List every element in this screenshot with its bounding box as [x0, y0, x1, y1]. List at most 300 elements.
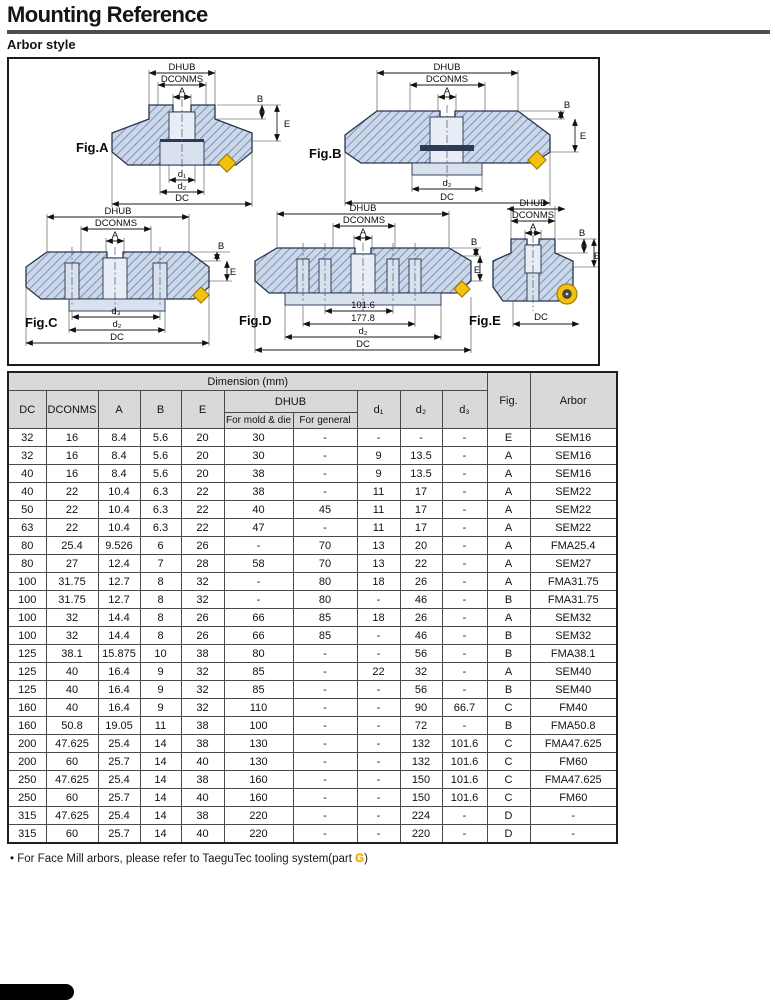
table-cell: 6.3: [140, 501, 181, 519]
table-cell: 8: [140, 609, 181, 627]
table-cell: SEM27: [530, 555, 617, 573]
arbor-figures-panel: [7, 57, 600, 366]
table-cell: SEM32: [530, 627, 617, 645]
table-cell: B: [487, 591, 530, 609]
figure-a-label: Fig.A: [76, 140, 109, 155]
table-cell: -: [293, 645, 357, 663]
table-row: [8, 753, 617, 771]
dim-label-dconms: DCONMS: [160, 74, 204, 85]
table-cell: A: [487, 537, 530, 555]
table-cell: 14: [140, 753, 181, 771]
table-cell: -: [442, 465, 487, 483]
table-row: [8, 609, 617, 627]
table-cell: FM40: [530, 699, 617, 717]
table-cell: FM60: [530, 789, 617, 807]
table-cell: 9.526: [98, 537, 140, 555]
dim-label-dconms: DCONMS: [342, 215, 386, 226]
table-cell: 220: [224, 825, 293, 844]
table-cell: 8.4: [98, 465, 140, 483]
table-cell: 14.4: [98, 627, 140, 645]
table-row: [8, 681, 617, 699]
table-row: [8, 447, 617, 465]
table-cell: 14: [140, 825, 181, 844]
table-cell: -: [293, 807, 357, 825]
table-cell: -: [400, 429, 442, 447]
table-cell: 315: [8, 807, 46, 825]
table-cell: 125: [8, 681, 46, 699]
table-cell: 85: [293, 627, 357, 645]
table-cell: FMA47.625: [530, 771, 617, 789]
table-cell: 150: [400, 771, 442, 789]
table-cell: 8: [140, 591, 181, 609]
table-cell: 5.6: [140, 465, 181, 483]
table-cell: 25.4: [98, 807, 140, 825]
table-cell: 12.4: [98, 555, 140, 573]
table-cell: 16.4: [98, 699, 140, 717]
table-cell: -: [293, 681, 357, 699]
table-cell: 38: [181, 645, 224, 663]
table-row: [8, 699, 617, 717]
table-cell: -: [442, 717, 487, 735]
table-cell: 125: [8, 663, 46, 681]
table-cell: 32: [46, 627, 98, 645]
table-cell: FMA38.1: [530, 645, 617, 663]
table-cell: 20: [181, 465, 224, 483]
dim-label-dhub: DHUB: [519, 198, 547, 209]
table-cell: 9: [357, 465, 400, 483]
table-row: [8, 771, 617, 789]
table-cell: FM60: [530, 753, 617, 771]
dim-label-dhub: DHUB: [168, 62, 196, 73]
table-cell: 100: [224, 717, 293, 735]
dim-label-a: A: [111, 230, 119, 241]
table-cell: FMA31.75: [530, 591, 617, 609]
table-cell: SEM32: [530, 609, 617, 627]
table-cell: FMA50.8: [530, 717, 617, 735]
table-cell: SEM16: [530, 465, 617, 483]
table-cell: 20: [400, 537, 442, 555]
table-cell: -: [293, 465, 357, 483]
table-row: [8, 573, 617, 591]
table-cell: 6.3: [140, 483, 181, 501]
table-cell: -: [357, 825, 400, 844]
table-cell: 13.5: [400, 465, 442, 483]
footnote-bullet: •: [10, 853, 15, 865]
table-cell: 5.6: [140, 429, 181, 447]
table-cell: -: [357, 789, 400, 807]
dim-label-v2: 177.8: [351, 313, 375, 324]
table-cell: 100: [8, 591, 46, 609]
table-cell: SEM40: [530, 663, 617, 681]
table-cell: 13: [357, 537, 400, 555]
table-cell: 8.4: [98, 447, 140, 465]
table-cell: 125: [8, 645, 46, 663]
table-cell: A: [487, 555, 530, 573]
table-cell: -: [357, 681, 400, 699]
table-cell: -: [357, 717, 400, 735]
column-header-dconms: DCONMS: [46, 391, 98, 429]
table-cell: -: [293, 771, 357, 789]
figure-b-drawing: [305, 61, 590, 213]
table-cell: -: [442, 681, 487, 699]
figure-a-drawing: [57, 61, 302, 213]
table-cell: -: [442, 825, 487, 844]
table-cell: 22: [46, 519, 98, 537]
table-cell: 32: [181, 699, 224, 717]
table-row: [8, 807, 617, 825]
table-cell: -: [442, 483, 487, 501]
table-cell: 150: [400, 789, 442, 807]
table-cell: 40: [46, 681, 98, 699]
table-cell: 32: [181, 591, 224, 609]
dim-label-dhub: DHUB: [433, 62, 461, 73]
table-cell: 32: [400, 663, 442, 681]
dimension-table: [7, 371, 618, 844]
table-cell: 30: [224, 429, 293, 447]
table-cell: 250: [8, 789, 46, 807]
table-cell: 101.6: [442, 753, 487, 771]
dimension-table-body: [8, 429, 617, 844]
table-cell: 17: [400, 501, 442, 519]
table-cell: 16: [46, 429, 98, 447]
table-cell: -: [293, 483, 357, 501]
table-cell: -: [357, 771, 400, 789]
table-cell: 220: [224, 807, 293, 825]
figure-e-drawing: [467, 195, 601, 367]
table-cell: 10: [140, 645, 181, 663]
table-cell: 8: [140, 627, 181, 645]
table-cell: 25.7: [98, 753, 140, 771]
table-cell: B: [487, 717, 530, 735]
table-cell: 32: [8, 447, 46, 465]
table-cell: 8: [140, 573, 181, 591]
table-cell: 32: [181, 663, 224, 681]
table-cell: -: [293, 735, 357, 753]
table-cell: 11: [357, 483, 400, 501]
dim-label-dc: DC: [356, 339, 370, 350]
table-cell: 25.7: [98, 789, 140, 807]
dim-label-d1: d₁: [177, 169, 187, 180]
column-header-mold-die: For mold & die: [224, 413, 293, 429]
table-cell: B: [487, 681, 530, 699]
table-cell: 56: [400, 645, 442, 663]
table-cell: A: [487, 483, 530, 501]
dim-label-a: A: [178, 86, 186, 97]
table-cell: -: [530, 825, 617, 844]
figure-d-drawing: [233, 203, 483, 368]
table-cell: 160: [8, 717, 46, 735]
table-row: [8, 501, 617, 519]
column-header-dhub: DHUB: [224, 391, 357, 413]
table-cell: -: [442, 555, 487, 573]
table-cell: SEM22: [530, 519, 617, 537]
table-cell: 101.6: [442, 735, 487, 753]
table-cell: 8.4: [98, 429, 140, 447]
table-cell: 10.4: [98, 483, 140, 501]
column-header-d3: d₃: [442, 391, 487, 429]
table-cell: -: [293, 753, 357, 771]
table-cell: 46: [400, 591, 442, 609]
table-cell: 85: [224, 663, 293, 681]
table-cell: 32: [181, 681, 224, 699]
table-cell: 6: [140, 537, 181, 555]
table-cell: 160: [8, 699, 46, 717]
table-cell: 25.4: [46, 537, 98, 555]
table-cell: 60: [46, 825, 98, 844]
table-cell: -: [357, 699, 400, 717]
table-cell: 56: [400, 681, 442, 699]
figure-c-label: Fig.C: [25, 315, 58, 330]
table-cell: 200: [8, 753, 46, 771]
table-cell: 40: [181, 789, 224, 807]
table-cell: -: [224, 591, 293, 609]
table-cell: 46: [400, 627, 442, 645]
column-header-dc: DC: [8, 391, 46, 429]
table-cell: 18: [357, 609, 400, 627]
table-cell: 60: [46, 753, 98, 771]
table-cell: -: [293, 447, 357, 465]
table-cell: 100: [8, 627, 46, 645]
table-cell: 12.7: [98, 573, 140, 591]
dim-label-d2: d₂: [358, 326, 368, 337]
dim-label-dc: DC: [110, 332, 124, 343]
round-insert-icon: [557, 284, 577, 304]
table-cell: SEM16: [530, 429, 617, 447]
table-row: [8, 519, 617, 537]
table-cell: 40: [8, 465, 46, 483]
table-cell: SEM22: [530, 483, 617, 501]
table-cell: 7: [140, 555, 181, 573]
table-row: [8, 735, 617, 753]
table-cell: -: [442, 501, 487, 519]
footnote: [10, 853, 368, 865]
table-cell: -: [293, 825, 357, 844]
table-cell: 11: [357, 501, 400, 519]
table-cell: 15.875: [98, 645, 140, 663]
column-header-d2: d₂: [400, 391, 442, 429]
table-row: [8, 825, 617, 844]
table-cell: 72: [400, 717, 442, 735]
table-cell: B: [487, 627, 530, 645]
table-cell: 40: [46, 663, 98, 681]
dim-label-a: A: [359, 227, 367, 238]
table-cell: 47: [224, 519, 293, 537]
table-cell: E: [487, 429, 530, 447]
table-cell: 38.1: [46, 645, 98, 663]
table-cell: -: [357, 807, 400, 825]
table-cell: 16.4: [98, 681, 140, 699]
table-cell: 31.75: [46, 573, 98, 591]
table-cell: 17: [400, 519, 442, 537]
page-title: Mounting Reference: [7, 2, 208, 27]
column-header-general: For general: [293, 413, 357, 429]
dim-label-d2: d₂: [442, 178, 452, 189]
dim-label-v1: 101.6: [351, 300, 375, 311]
table-cell: SEM40: [530, 681, 617, 699]
dim-label-dc: DC: [534, 312, 548, 323]
table-cell: 5.6: [140, 447, 181, 465]
footnote-text: For Face Mill arbors, please refer to TaeguTec tooling system(part: [14, 853, 356, 865]
table-row: [8, 591, 617, 609]
table-cell: 22: [400, 555, 442, 573]
table-cell: 101.6: [442, 789, 487, 807]
table-cell: -: [224, 573, 293, 591]
table-cell: -: [442, 519, 487, 537]
table-cell: 26: [181, 609, 224, 627]
table-cell: 9: [140, 699, 181, 717]
dim-label-dhub: DHUB: [104, 206, 132, 217]
table-cell: 315: [8, 825, 46, 844]
table-cell: -: [293, 789, 357, 807]
table-cell: -: [442, 645, 487, 663]
table-cell: 9: [140, 681, 181, 699]
table-cell: -: [293, 663, 357, 681]
table-cell: 60: [46, 789, 98, 807]
table-cell: -: [442, 663, 487, 681]
dim-label-dc: DC: [440, 192, 454, 203]
table-cell: 66: [224, 609, 293, 627]
table-cell: 70: [293, 555, 357, 573]
column-header-arbor: Arbor: [530, 372, 617, 429]
table-cell: -: [442, 807, 487, 825]
dim-label-b: B: [470, 237, 478, 248]
footnote-part-g-badge: G: [355, 853, 365, 865]
table-cell: 80: [293, 573, 357, 591]
table-cell: 70: [293, 537, 357, 555]
table-cell: 250: [8, 771, 46, 789]
figure-e-label: Fig.E: [469, 313, 501, 328]
table-cell: 26: [400, 573, 442, 591]
table-cell: -: [442, 537, 487, 555]
dim-label-d3: d₃: [111, 306, 121, 317]
table-cell: -: [442, 627, 487, 645]
table-cell: 16: [46, 447, 98, 465]
table-cell: 32: [8, 429, 46, 447]
table-row: [8, 789, 617, 807]
table-cell: -: [442, 447, 487, 465]
table-cell: 14: [140, 771, 181, 789]
table-cell: 40: [8, 483, 46, 501]
table-row: [8, 429, 617, 447]
table-cell: 17: [400, 483, 442, 501]
dim-label-e: E: [579, 131, 587, 142]
table-cell: 90: [400, 699, 442, 717]
page-corner-tab-icon: [0, 984, 74, 1000]
dim-label-dc: DC: [175, 193, 189, 204]
table-cell: 22: [46, 483, 98, 501]
table-cell: 47.625: [46, 807, 98, 825]
table-cell: -: [530, 807, 617, 825]
table-cell: 31.75: [46, 591, 98, 609]
dim-label-e: E: [229, 267, 237, 278]
table-cell: -: [224, 537, 293, 555]
table-cell: 130: [224, 753, 293, 771]
table-cell: 80: [8, 537, 46, 555]
table-cell: A: [487, 465, 530, 483]
table-cell: 85: [293, 609, 357, 627]
table-cell: FMA47.625: [530, 735, 617, 753]
table-cell: 38: [224, 483, 293, 501]
table-cell: 40: [181, 825, 224, 844]
dim-label-dhub: DHUB: [349, 203, 377, 214]
table-cell: 9: [357, 447, 400, 465]
table-cell: C: [487, 699, 530, 717]
dim-label-e: E: [283, 119, 291, 130]
table-cell: 85: [224, 681, 293, 699]
table-cell: C: [487, 789, 530, 807]
section-title: Arbor style: [7, 37, 76, 52]
table-cell: 25.4: [98, 735, 140, 753]
dim-label-e: E: [473, 265, 481, 276]
column-header-b: B: [140, 391, 181, 429]
dim-label-b: B: [563, 100, 571, 111]
table-cell: 22: [181, 501, 224, 519]
table-cell: 47.625: [46, 771, 98, 789]
title-rule: [7, 30, 770, 34]
table-cell: 14.4: [98, 609, 140, 627]
table-cell: 132: [400, 735, 442, 753]
table-cell: 40: [46, 699, 98, 717]
table-cell: 28: [181, 555, 224, 573]
table-cell: 101.6: [442, 771, 487, 789]
table-cell: 40: [181, 753, 224, 771]
table-row: [8, 627, 617, 645]
table-cell: 32: [46, 609, 98, 627]
table-cell: 160: [224, 789, 293, 807]
table-cell: 38: [224, 465, 293, 483]
dim-label-b: B: [256, 94, 264, 105]
table-cell: 50.8: [46, 717, 98, 735]
table-cell: 6.3: [140, 519, 181, 537]
table-cell: 32: [181, 573, 224, 591]
table-cell: A: [487, 573, 530, 591]
table-cell: D: [487, 807, 530, 825]
table-cell: -: [442, 591, 487, 609]
footnote-close-paren: ): [364, 853, 368, 865]
table-cell: 22: [357, 663, 400, 681]
table-cell: 30: [224, 447, 293, 465]
table-row: [8, 483, 617, 501]
table-cell: -: [357, 645, 400, 663]
table-cell: 18: [357, 573, 400, 591]
table-cell: 20: [181, 429, 224, 447]
table-cell: -: [293, 519, 357, 537]
column-header-e: E: [181, 391, 224, 429]
table-cell: 11: [140, 717, 181, 735]
table-cell: -: [442, 573, 487, 591]
dim-label-d2: d₂: [177, 181, 187, 192]
dim-label-a: A: [443, 86, 451, 97]
column-header-fig: Fig.: [487, 372, 530, 429]
table-cell: 10.4: [98, 519, 140, 537]
figure-c-drawing: [11, 205, 236, 365]
table-cell: -: [357, 627, 400, 645]
column-header-d1: d₁: [357, 391, 400, 429]
table-cell: 20: [181, 447, 224, 465]
table-cell: 25.7: [98, 825, 140, 844]
table-cell: -: [293, 699, 357, 717]
table-cell: 80: [8, 555, 46, 573]
table-cell: 38: [181, 771, 224, 789]
table-cell: 50: [8, 501, 46, 519]
table-cell: 22: [181, 519, 224, 537]
table-cell: -: [293, 429, 357, 447]
table-cell: A: [487, 519, 530, 537]
dim-label-a: A: [529, 222, 537, 233]
table-row: [8, 537, 617, 555]
table-cell: 25.4: [98, 771, 140, 789]
table-cell: 224: [400, 807, 442, 825]
